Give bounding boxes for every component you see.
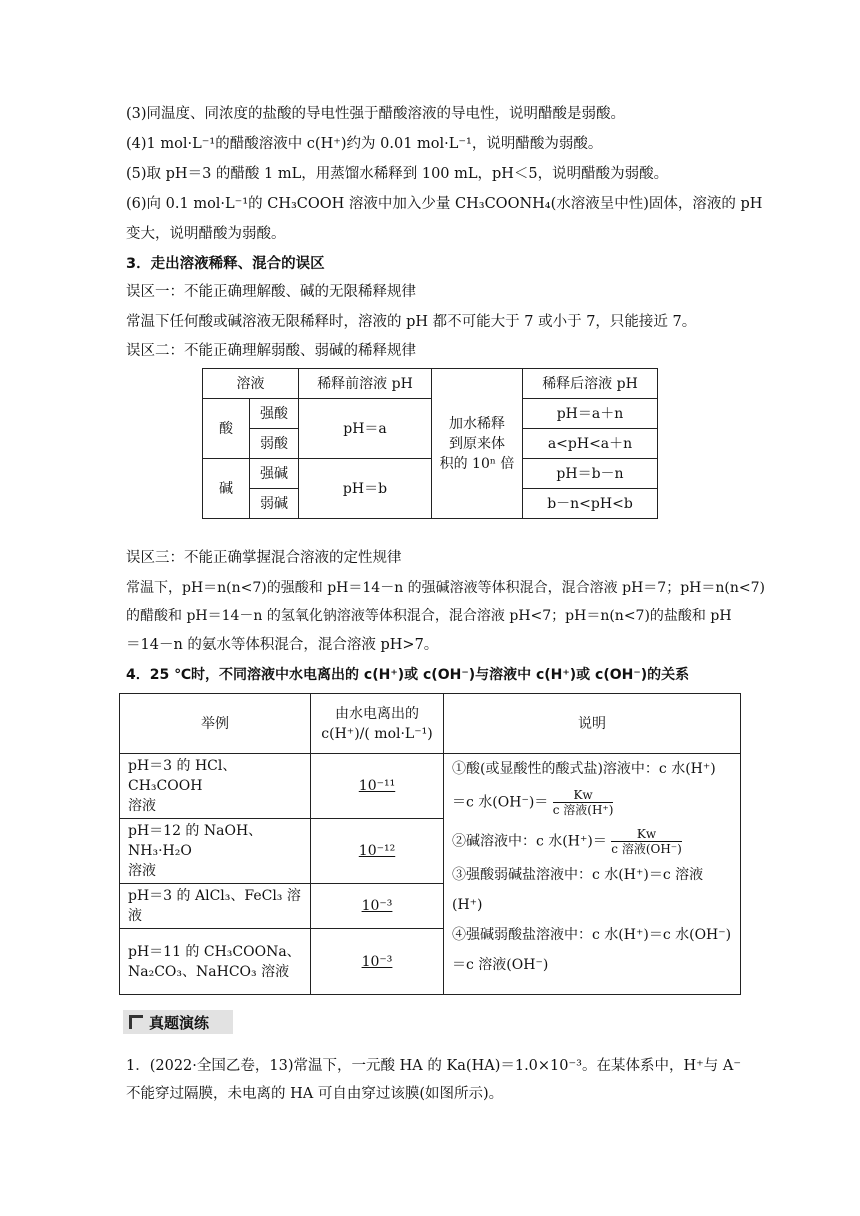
frac-num: Kw [553,788,614,803]
note-1b-text: ＝c 水(OH⁻)＝ [452,794,549,811]
line-m1: 误区一：不能正确理解酸、碱的无限稀释规律 [126,284,416,300]
line-m3c: ＝14－n 的氨水等体积混合，混合溶液 pH>7。 [126,637,439,653]
line-p3: (3)同温度、同浓度的盐酸的导电性强于醋酸溶液的导电性，说明醋酸是弱酸。 [126,106,626,122]
line-m3b: 的醋酸和 pH＝14－n 的氢氧化钠溶液等体积混合，混合溶液 pH<7；pH＝n(n<7)的盐酸和 pH [126,608,732,624]
line-p6b: 变大，说明醋酸为弱酸。 [126,226,286,242]
ph-b-cell: pH＝b [299,459,432,519]
strong-acid-cell: 强酸 [250,399,299,429]
value-cell [311,929,444,995]
th-water-line: c(H⁺)/( mol·L⁻¹) [321,725,433,742]
value-cell [311,819,444,884]
section-corner-icon [129,1015,143,1029]
line-p4: (4)1 mol·L⁻¹的醋酸溶液中 c(H⁺)约为 0.01 mol·L⁻¹，说明醋酸为弱酸。 [126,136,603,152]
th-water-line: 由水电离出的 [335,705,419,722]
note-1b [452,788,732,817]
example-cell [120,754,311,819]
value-text: 10⁻¹¹ [358,778,396,794]
result-3: pH＝b－n [523,459,658,489]
th-solution: 溶液 [203,369,299,399]
dilution-table [202,368,658,519]
example-cell [120,819,311,884]
weak-acid-cell: 弱酸 [250,429,299,459]
th-before: 稀释前溶液 pH [299,369,432,399]
section-title: 真题演练 [149,1013,210,1032]
example-line: 溶液 [128,863,156,879]
heading-4: 4．25 ℃时，不同溶液中水电离出的 c(H⁺)或 c(OH⁻)与溶液中 c(H⁺)或 c(OH⁻)的关系 [126,667,690,683]
example-cell [120,884,311,929]
value-text: 10⁻³ [361,953,393,970]
weak-base-cell: 弱碱 [250,489,299,519]
dilute-line: 到原来体 [449,435,505,452]
note-1a: ①酸(或显酸性的酸式盐)溶液中：c 水(H⁺) [452,761,716,777]
note-4b: ＝c 溶液(OH⁻) [452,957,549,973]
note-4a: ④强碱弱酸盐溶液中：c 水(H⁺)＝c 水(OH⁻) [452,927,732,943]
note-2 [452,827,732,856]
th-note: 说明 [444,694,741,754]
value-cell [311,754,444,819]
acid-cell: 酸 [203,399,250,459]
heading-3: 3．走出溶液稀释、混合的误区 [126,256,325,272]
result-1: pH＝a＋n [523,399,658,429]
th-example: 举例 [120,694,311,754]
value-text: 10⁻¹² [358,843,396,859]
dilute-line: 加水稀释 [449,415,505,432]
th-after: 稀释后溶液 pH [523,369,658,399]
note-cell [444,754,741,995]
line-m2: 误区二：不能正确理解弱酸、弱碱的稀释规律 [126,343,416,359]
water-ionization-table [119,693,741,995]
note-2-text: ②碱溶液中：c 水(H⁺)＝ [452,833,607,850]
result-4: b－n<pH<b [523,489,658,519]
example-line: 溶液 [128,798,156,814]
line-m3: 误区三：不能正确掌握混合溶液的定性规律 [126,550,402,566]
frac-den: c 溶液(H⁺) [552,803,614,817]
th-water [311,694,444,754]
section-header [123,1010,233,1034]
frac-den: c 溶液(OH⁻) [611,842,682,856]
value-cell [311,884,444,929]
line-q1b: 不能穿过隔膜，未电离的 HA 可自由穿过该膜(如图所示)。 [126,1086,504,1102]
frac-num: Kw [611,827,682,842]
value-text: 10⁻³ [361,898,393,914]
kw-fraction [611,827,682,856]
line-m1t: 常温下任何酸或碱溶液无限稀释时，溶液的 pH 都不可能大于 7 或小于 7，只能接近 7。 [126,314,697,330]
example-line: Na₂CO₃、NaHCO₃ 溶液 [128,963,290,980]
line-p5: (5)取 pH＝3 的醋酸 1 mL，用蒸馏水稀释到 100 mL，pH＜5，说明醋酸为弱酸。 [126,166,669,182]
example-line: pH＝12 的 NaOH、NH₃·H₂O [128,823,263,859]
example-cell [120,929,311,995]
ph-a-cell: pH＝a [299,399,432,459]
line-p6a: (6)向 0.1 mol·L⁻¹的 CH₃COOH 溶液中加入少量 CH₃COONH₄(水溶液呈中性)固体，溶液的 pH [126,196,763,212]
example-line: pH＝3 的 AlCl₃、FeCl₃ 溶液 [128,888,301,924]
strong-base-cell: 强碱 [250,459,299,489]
base-cell: 碱 [203,459,250,519]
example-line: pH＝11 的 CH₃COONa、 [128,943,301,960]
note-3: ③强酸弱碱盐溶液中：c 水(H⁺)＝c 溶液(H⁺) [452,867,704,913]
example-line: pH＝3 的 HCl、CH₃COOH [128,758,237,794]
result-2: a<pH<a＋n [523,429,658,459]
line-m3a: 常温下，pH＝n(n<7)的强酸和 pH＝14－n 的强碱溶液等体积混合，混合溶液 pH＝7；pH＝n(n<7) [126,580,765,596]
dilute-cell [432,369,523,519]
dilute-line: 积的 10ⁿ 倍 [439,455,515,472]
line-q1a: 1．(2022·全国乙卷，13)常温下，一元酸 HA 的 Ka(HA)＝1.0×10⁻³。在某体系中，H⁺与 A⁻ [126,1058,742,1074]
kw-fraction [553,788,614,817]
